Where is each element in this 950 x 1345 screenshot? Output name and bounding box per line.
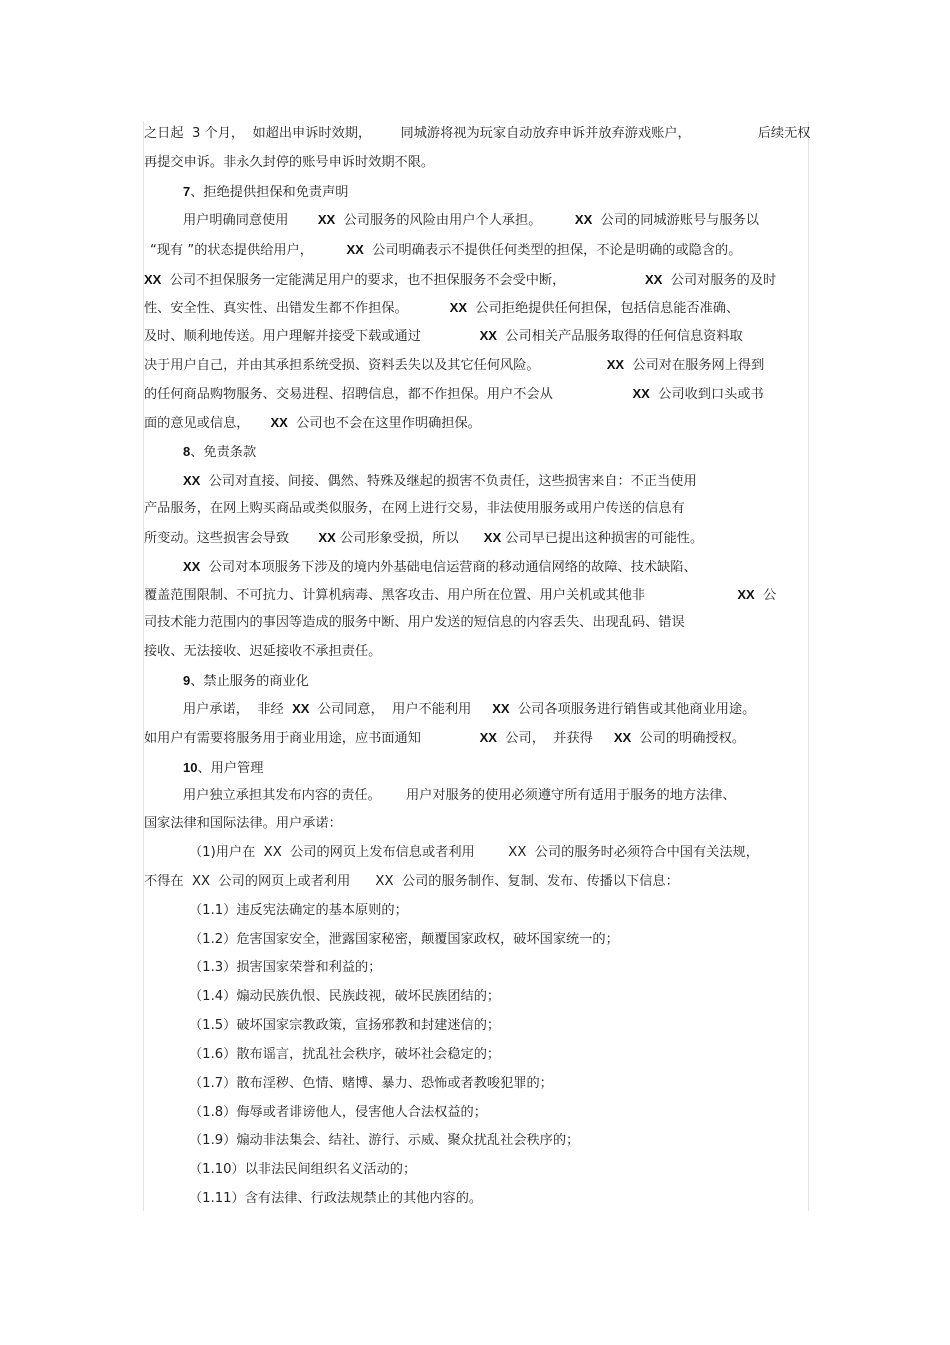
text-segment: 性、安全性、真实性、出错发生都不作担保。 (144, 301, 450, 316)
text-segment: 用户承诺， 非经 (183, 702, 293, 717)
text-segment: 接收、无法接收、迟延接收不承担责任。 (144, 644, 382, 659)
bold-text: 10 (183, 760, 198, 775)
list-item (189, 1046, 500, 1064)
list-item (189, 1190, 482, 1208)
text-segment: 司技术能力范围内的事因等造成的服务中断、用户发送的短信息的内容丢失、出现乱码、错误 (144, 615, 685, 630)
bold-text: XX (270, 415, 288, 430)
bold-text: XX (606, 357, 625, 372)
text-segment: 覆盖范围限制、不可抗力、计算机病毒、黑客攻击、用户所在位置、用户关机或其他非 (144, 588, 738, 603)
text-line (144, 586, 776, 605)
text-segment: 决于用户自己，并由其承担系统受损、资料丢失以及其它任何风险。 (144, 358, 607, 373)
text-line (189, 844, 759, 862)
text-segment: 公司对服务的及时 (662, 273, 777, 288)
text-segment: 再提交申诉。非永久封停的账号申诉时效期不限。 (144, 155, 435, 170)
text-segment: 及时、顺利地传送。用户理解并接受下载或通过 (144, 329, 480, 344)
text-line (144, 271, 776, 290)
bold-text: 7 (183, 184, 191, 199)
list-item (189, 931, 619, 949)
bold-text: XX (449, 300, 468, 315)
bold-text: XX (483, 530, 502, 545)
bold-text: XX (183, 559, 201, 574)
text-line (144, 356, 764, 375)
list-item (189, 902, 408, 920)
text-segment: （1.3）损害国家荣誉和利益的； (189, 960, 382, 975)
text-segment: 用户明确同意使用 (183, 213, 318, 228)
text-segment: （1.2）危害国家安全，泄露国家秘密，颠覆国家政权，破坏国家统一的； (189, 932, 619, 947)
section-heading-8 (183, 443, 256, 462)
text-line (183, 472, 697, 491)
text-line (144, 299, 739, 318)
text-segment: （1)用户在 XX 公司的网页上发布信息或者利用 XX 公司的服务时必须符合中国有关法规， (189, 845, 759, 860)
text-line (144, 125, 810, 143)
list-item (189, 988, 500, 1006)
text-segment: “现有 ”的状态提供给用户， (150, 243, 347, 258)
bold-text: XX (292, 701, 310, 716)
text-segment: 、禁止服务的商业化 (190, 674, 309, 689)
list-item (189, 959, 381, 977)
text-line (144, 873, 679, 891)
text-line (183, 558, 697, 577)
bold-text: XX (144, 272, 162, 287)
text-segment: 之日起 3 个月， 如超出申诉时效期， 同城游将视为玩家自动放弃申诉并放弃游戏账户， 后续无权 (144, 126, 811, 141)
text-segment: 公司服务的风险由用户个人承担。 (335, 213, 575, 228)
text-segment: （1.5）破坏国家宗教政策，宣扬邪教和封建迷信的； (189, 1018, 501, 1033)
bold-text: XX (492, 701, 510, 716)
text-segment: 如用户有需要将服务用于商业用途，应书面通知 (144, 731, 480, 746)
text-segment: （1.11）含有法律、行政法规禁止的其他内容的。 (189, 1191, 483, 1206)
list-item (189, 1104, 487, 1122)
text-segment: 、用户管理 (197, 761, 264, 776)
text-line (144, 729, 745, 748)
text-line (150, 241, 741, 260)
text-segment: 公司相关产品服务取得的任何信息资料取 (496, 329, 743, 344)
text-segment: 公司对本项服务下涉及的境内外基础电信运营商的移动通信网络的故障、技术缺陷、 (200, 560, 697, 575)
text-segment: 的任何商品购物服务、交易进程、招聘信息，都不作担保。用户不会从 (144, 387, 633, 402)
bold-text: XX (479, 328, 497, 343)
text-segment: （1.6）散布谣言，扰乱社会秩序，破坏社会稳定的； (189, 1047, 501, 1062)
bold-text: XX (317, 212, 336, 227)
text-line (144, 327, 743, 346)
text-line (183, 700, 755, 719)
text-line (144, 643, 381, 661)
text-line (183, 211, 759, 230)
text-line (144, 614, 685, 632)
text-line (183, 787, 736, 805)
section-heading-7 (183, 183, 348, 202)
text-segment: 不得在 XX 公司的网页上或者利用 XX 公司的服务制作、复制、发布、传播以下信息： (144, 874, 679, 889)
list-item (189, 1017, 500, 1035)
section-heading-9 (183, 672, 309, 691)
text-segment: （1.10）以非法民间组织名义活动的； (189, 1162, 417, 1177)
text-segment: 、拒绝提供担保和免责声明 (190, 185, 349, 200)
text-line (144, 385, 764, 404)
list-item (189, 1132, 579, 1150)
bold-text: XX (183, 473, 201, 488)
section-heading-10 (183, 759, 263, 778)
bold-text: 8 (183, 444, 191, 459)
bold-text: XX (574, 212, 593, 227)
text-segment: 用户独立承担其发布内容的责任。 用户对服务的使用必须遵守所有适用于服务的地方法律、 (183, 788, 736, 803)
text-segment: 产品服务，在网上购买商品或类似服务，在网上进行交易，非法使用服务或用户传送的信息有 (144, 501, 685, 516)
text-segment: 公 (754, 588, 777, 603)
text-segment: 公司不担保服务一定能满足用户的要求，也不担保服务不会受中断， (161, 273, 645, 288)
document-page-frame (143, 121, 809, 1211)
text-segment: 面的意见或信息， (144, 416, 271, 431)
bold-text: XX (479, 730, 497, 745)
list-item (189, 1161, 416, 1179)
text-segment: （1.8）侮辱或者诽谤他人，侵害他人合法权益的； (189, 1105, 487, 1120)
bold-text: XX (346, 242, 364, 257)
text-segment: 公司同意， 用户不能利用 (309, 702, 493, 717)
bold-text: XX (632, 386, 650, 401)
text-segment: 公司对在服务网上得到 (624, 358, 765, 373)
text-segment: 公司， 并获得 (496, 731, 614, 746)
text-segment: 公司拒绝提供任何担保，包括信息能否准确、 (467, 301, 740, 316)
text-segment: （1.7）散布淫秽、色情、赌博、暴力、恐怖或者教唆犯罪的； (189, 1076, 553, 1091)
text-line (144, 529, 703, 548)
text-segment: 公司的明确授权。 (631, 731, 746, 746)
text-segment: 公司对直接、间接、偶然、特殊及继起的损害不负责任，这些损害来自：不正当使用 (200, 474, 697, 489)
text-segment: 所变动。这些损害会导致 (144, 531, 319, 546)
text-line (144, 500, 685, 518)
bold-text: XX (613, 730, 632, 745)
text-line (144, 815, 342, 833)
text-segment: （1.9）煽动非法集会、结社、游行、示威、聚众扰乱社会秩序的； (189, 1133, 580, 1148)
bold-text: XX (645, 272, 663, 287)
text-segment: 、免责条款 (190, 445, 257, 460)
text-segment: 公司收到口头或书 (649, 387, 764, 402)
text-segment: 公司的同城游账号与服务以 (592, 213, 759, 228)
text-line (144, 154, 434, 172)
text-line (144, 414, 481, 433)
text-segment: （1.1）违反宪法确定的基本原则的； (189, 903, 408, 918)
text-segment: 国家法律和国际法律。用户承诺： (144, 816, 342, 831)
text-segment: 公司早已提出这种损害的可能性。 (501, 531, 704, 546)
text-segment: 公司明确表示不提供任何类型的担保，不论是明确的或隐含的。 (363, 243, 742, 258)
bold-text: XX (318, 530, 336, 545)
bold-text: XX (737, 587, 755, 602)
list-item (189, 1075, 553, 1093)
text-segment: 公司也不会在这里作明确担保。 (287, 416, 481, 431)
bold-text: 9 (183, 673, 191, 688)
text-segment: （1.4）煽动民族仇恨、民族歧视，破坏民族团结的； (189, 989, 501, 1004)
text-segment: 公司形象受损，所以 (335, 531, 484, 546)
text-segment: 公司各项服务进行销售或其他商业用途。 (509, 702, 756, 717)
